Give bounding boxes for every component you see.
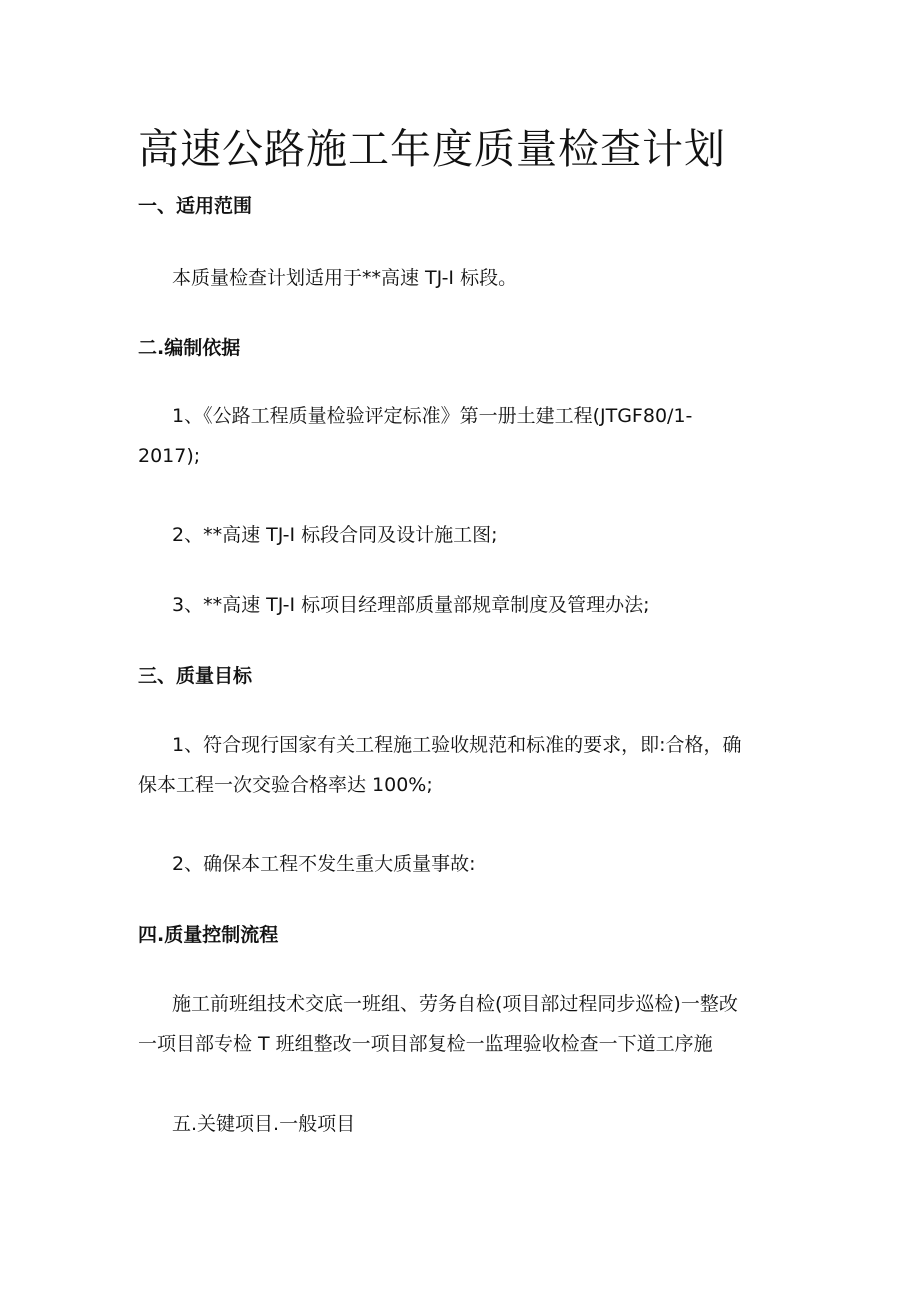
section-heading-basis: 二.编制依据 [138, 337, 241, 359]
section-heading-control-process: 四.质量控制流程 [138, 924, 279, 946]
paragraph-line: 保本工程一次交验合格率达 100%; [138, 774, 433, 796]
goal-item-2 [138, 844, 778, 884]
paragraph-line: 1、符合现行国家有关工程施工验收规范和标准的要求，即:合格，确 [172, 734, 742, 756]
paragraph-line: 2017); [138, 445, 201, 467]
paragraph-line: 五.关键项目.一般项目 [172, 1113, 356, 1135]
key-items-paragraph [138, 1104, 778, 1144]
goal-item-1 [138, 725, 778, 805]
paragraph-line: 施工前班组技术交底一班组、劳务自检(项目部过程同步巡检)一整改 [172, 993, 738, 1015]
basis-item-2 [138, 515, 778, 555]
process-paragraph [138, 984, 778, 1064]
basis-item-3 [138, 585, 778, 625]
paragraph-line: 3、**高速 TJ-I 标项目经理部质量部规章制度及管理办法; [172, 594, 650, 616]
paragraph-line: 2、确保本工程不发生重大质量事故: [172, 853, 476, 875]
scope-paragraph [138, 258, 778, 298]
paragraph-line: 本质量检查计划适用于**高速 TJ-I 标段。 [172, 267, 518, 289]
section-heading-quality-goals: 三、质量目标 [138, 665, 253, 687]
paragraph-line: 2、**高速 TJ-I 标段合同及设计施工图; [172, 524, 498, 546]
document-title: 高速公路施工年度质量检查计划 [138, 125, 726, 173]
paragraph-line: 一项目部专检 T 班组整改一项目部复检一监理验收检查一下道工序施 [138, 1033, 713, 1055]
section-heading-scope: 一、适用范围 [138, 195, 253, 217]
paragraph-line: 1、《公路工程质量检验评定标准》第一册土建工程(JTGF80/1- [172, 405, 693, 427]
basis-item-1 [138, 396, 778, 476]
